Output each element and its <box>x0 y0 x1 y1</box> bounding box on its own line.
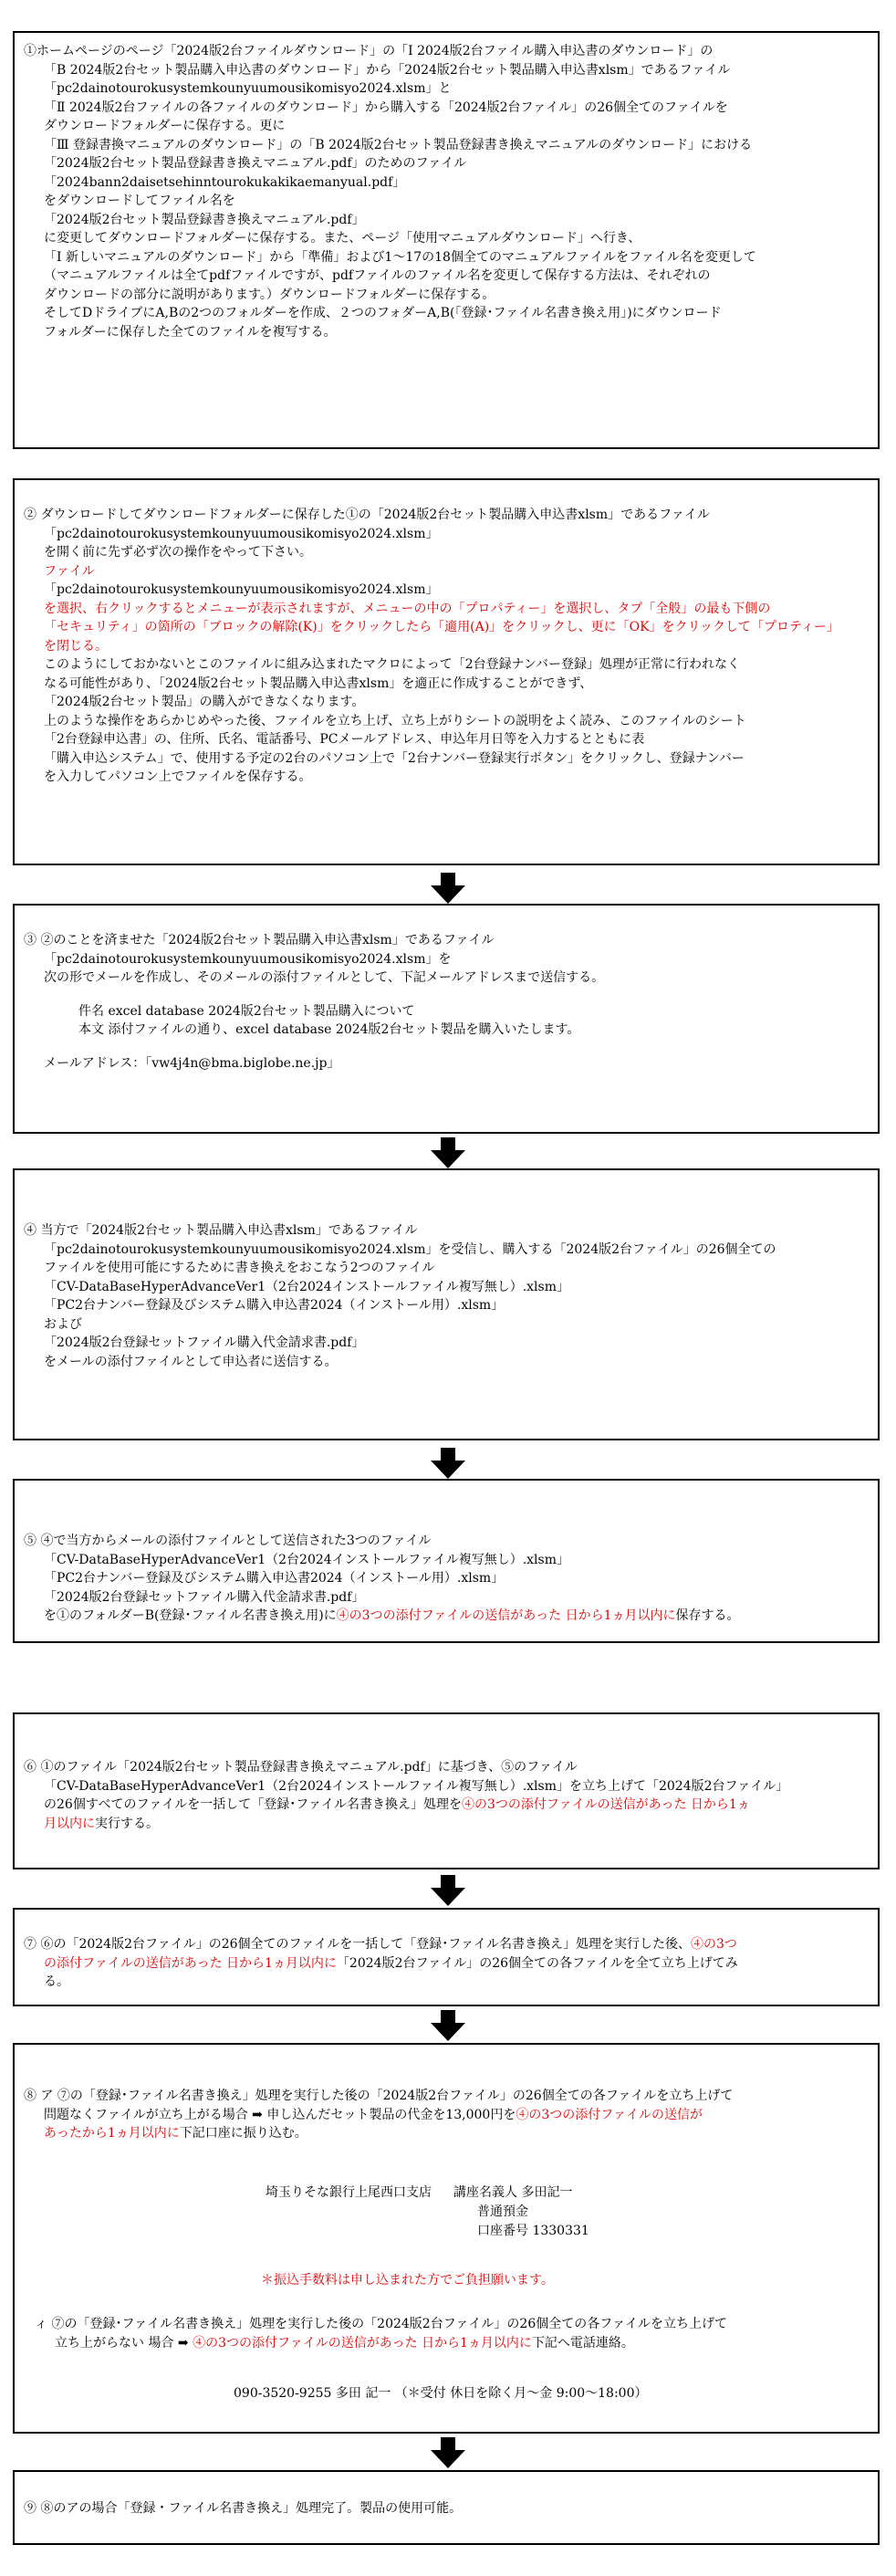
step-8-box <box>13 2043 880 2434</box>
step-1-line: をダウンロードしてファイル名を <box>44 194 235 208</box>
filename: 「CV-DataBaseHyperAdvanceVer1（2台2024インストールファイル複写無し）.xlsm」 <box>44 1279 569 1294</box>
step-5-line: ⑤ ④で当方からメールの添付ファイルとして送信された3つのファイル <box>24 1534 432 1548</box>
step-7-line: る。 <box>44 1974 69 1989</box>
down-arrow-icon <box>431 1137 465 1168</box>
down-arrow-icon <box>431 2437 465 2468</box>
mail-body: 本文 添付ファイルの通り、excel database 2024版2台セット製品を購入いたします。 <box>78 1022 580 1037</box>
step-5-box <box>13 1479 880 1643</box>
step-2-line: 上のような操作をあらかじめやった後、ファイルを立ち上げ、立ち上がりシートの説明をよく読み、このファイルのシート <box>44 713 746 728</box>
step-2-line: ② ダウンロードしてダウンロードフォルダーに保存した①の「2024版2台セット製品購入申込書xlsm」であるファイル <box>24 508 710 522</box>
step-7-box <box>13 1908 880 2006</box>
step-7-line <box>24 1954 738 1974</box>
text-part: ⑦ ⑥の「2024版2台ファイル」の26個全てのファイルを一括して「登録･ファイル名書き換え」処理を実行した後、 <box>24 1937 691 1952</box>
deadline-text: ④の3つの添付ファイルの送信があった 日から1ヵ月以内に <box>336 1608 676 1623</box>
holder-label: 講座名義人 <box>453 2185 517 2200</box>
filename: 「CV-DataBaseHyperAdvanceVer1（2台2024インストールファイル複写無し）.xlsm」 <box>44 1552 569 1567</box>
step-9-box <box>13 2470 880 2545</box>
step-1-line: （マニュアルファイルは全てpdfファイルですが、pdfファイルのファイル名を変更して保存する方法は、それぞれの <box>44 268 711 283</box>
step-2-line: 「2024版2台セット製品」の購入ができなくなります。 <box>44 695 365 709</box>
filename: 「2024版2台登録セットファイル購入代金請求書.pdf」 <box>44 1335 365 1350</box>
step-8-line: ィ ⑦の「登録･ファイル名書き換え」処理を実行した後の「2024版2台ファイル」の26個全ての各ファイルを立ち上げて <box>35 2317 727 2331</box>
account-type: 普通預金 <box>477 2204 528 2219</box>
deadline-text: ④の3つの添付ファイルの送信があった 日から1ヵ月以内に <box>193 2335 532 2351</box>
deadline-text: の添付ファイルの送信があった 日から1ヵ月以内に <box>44 1955 337 1971</box>
step-8-line: ⑧ ア ⑦の「登録･ファイル名書き換え」処理を実行した後の「2024版2台ファイル」の26個全ての各ファイルを立ち上げて <box>24 2089 734 2103</box>
text-part: 保存する。 <box>675 1608 740 1623</box>
text-part: 下記口座に振り込む。 <box>179 2126 307 2141</box>
step-4-line: ④ 当方で「2024版2台セット製品購入申込書xlsm」であるファイル <box>24 1223 418 1238</box>
text-part: 下記へ電話連絡。 <box>531 2335 634 2351</box>
step-8-line <box>35 2334 727 2353</box>
fee-note: ＊振込手数料は申し込まれた方でご負担願います。 <box>261 2273 554 2288</box>
text-part: を①のフォルダーB(登録･ファイル名書き換え用)に <box>44 1608 337 1623</box>
step-1-line: ①ホームページのページ「2024版2台ファイルダウンロード」の「Ⅰ 2024版2台ファイル購入申込書のダウンロード」の <box>24 44 714 58</box>
step-1-line: に変更してダウンロードフォルダーに保存する。また、ページ「使用マニュアルダウンロード」へ行き、 <box>44 231 641 246</box>
step-4-box <box>13 1168 880 1440</box>
step-3-line: ③ ②のことを済ませた「2024版2台セット製品購入申込書xlsm」であるファイル <box>24 933 495 948</box>
text-part: の26個すべてのファイルを一括して「登録･ファイル名書き換え」処理を <box>44 1797 462 1812</box>
warning-text: を選択、右クリックするとメニューが表示されますが、メニューの中の「プロパティー」を選択し、タブ「全般」の最も下側の <box>44 601 771 616</box>
step-2-line: 「購入申込システム」で、使用する予定の2台のパソコン上で「2台ナンバー登録実行ボタン」をクリックし、登録ナンバー <box>44 750 745 766</box>
step-6-box <box>13 1712 880 1869</box>
filename: 「pc2dainotourokusystemkounyuumousikomisyo2024.xlsm」を <box>44 951 452 967</box>
step-3-box <box>13 904 880 1134</box>
step-1-line: 「2024版2台セット製品登録書き換えマニュアル.pdf」 <box>44 212 365 227</box>
step-4-line: をメールの添付ファイルとして申込者に送信する。 <box>44 1354 338 1369</box>
step-1-line: 「Ⅰ 新しいマニュアルのダウンロード」から「準備」および1～17の18個全てのマニュアルファイルをファイル名を変更して <box>44 249 756 265</box>
step-1-line: 「2024版2台セット製品登録書き換えマニュアル.pdf」のためのファイル <box>44 156 467 171</box>
step-1-line: 「Ⅱ 2024版2台ファイルの各ファイルのダウンロード」から購入する「2024版2台ファイル」の26個全てのファイルを <box>44 99 728 115</box>
step-1-box <box>13 31 880 449</box>
warning-text: ファイル <box>44 563 95 579</box>
down-arrow-icon <box>431 2010 465 2041</box>
step-4-line: ファイルを使用可能にするために書き換えをおこなう2つのファイル <box>44 1261 435 1275</box>
warning-text: を閉じる。 <box>44 638 108 654</box>
deadline-text: 月以内に <box>44 1816 95 1831</box>
down-arrow-icon <box>431 1875 465 1906</box>
step-1-line: 「2024bann2daisetsehinntourokukakikaemanyual.pdf」 <box>44 174 406 190</box>
phone-contact: 090-3520-9255 多田 記一 （＊受付 休日を除く月～金 9:00～18:00） <box>234 2386 648 2401</box>
step-2-box <box>13 478 880 865</box>
step-8-line <box>24 2106 733 2125</box>
step-6-line <box>24 1815 788 1834</box>
deadline-text: あったから1ヵ月以内に <box>44 2126 180 2141</box>
step-4-line: 「pc2dainotourokusystemkounyuumousikomisyo2024.xlsm」を受信し、購入する「2024版2台ファイル」の26個全ての <box>44 1241 776 1257</box>
deadline-text: ④の3つの添付ファイルの送信があった 日から1ヵ <box>461 1797 750 1812</box>
step-1-line: そしてDドライブにA,Bの2つのフォルダーを作成、２つのフォダーA,B(「登録･ファイル名書き換え用」)にダウンロード <box>44 306 722 320</box>
deadline-text: ④の3つ <box>690 1937 737 1952</box>
step-2-line: を入力してパソコン上でファイルを保存する。 <box>44 770 312 784</box>
step-6-line: 「CV-DataBaseHyperAdvanceVer1（2台2024インストールファイル複写無し）.xlsm」を立ち上げて「2024版2台ファイル」 <box>44 1778 789 1794</box>
mail-address: メールアドレス：「vw4j4n@bma.biglobe.ne.jp」 <box>44 1055 340 1071</box>
step-1-line: フォルダーに保存した全てのファイルを複写する。 <box>44 324 337 340</box>
step-5-line <box>24 1607 740 1626</box>
deadline-text: ④の3つの添付ファイルの送信が <box>516 2107 703 2122</box>
filename: 「PC2台ナンバー登録及びシステム購入申込書2024（インストール用）.xlsm」 <box>44 1571 505 1586</box>
warning-text: 「セキュリティ」の箇所の「ブロックの解除(K)」をクリックしたら「適用(A)」をクリックし、更に「OK」をクリックして「プロティー」 <box>44 620 839 634</box>
step-2-line: 「2台登録申込書」の、住所、氏名、電話番号、PCメールアドレス、申込年月日等を入力するとともに表 <box>44 732 645 747</box>
step-8-line <box>24 2124 733 2143</box>
text-part: 問題なくファイルが立ち上がる場合 ➡ 申し込んだセット製品の代金を13,000円を <box>44 2107 516 2122</box>
step-1-line: 「pc2dainotourokusystemkounyuumousikomisyo2024.xlsm」と <box>44 81 452 96</box>
mail-subject: 件名 excel database 2024版2台セット製品購入について <box>78 1003 415 1019</box>
step-1-line: ダウンロードフォルダーに保存する。更に <box>44 119 286 133</box>
filename: 「PC2台ナンバー登録及びシステム購入申込書2024（インストール用）.xlsm」 <box>44 1298 505 1313</box>
holder-name: 多田記一 <box>521 2185 573 2200</box>
text-part: 立ち上がらない 場合 ➡ <box>55 2335 193 2351</box>
step-2-line: なる可能性があり、「2024版2台セット製品購入申込書xlsm」を適正に作成することができず、 <box>44 675 593 691</box>
step-1-line: 「B 2024版2台セット製品購入申込書のダウンロード」から「2024版2台セット製品購入申込書xlsm」であるファイル <box>44 62 731 78</box>
step-1-line: ダウンロードの部分に説明があります。）ダウンロードフォルダーに保存する。 <box>44 287 495 302</box>
step-1-line: 「Ⅲ 登録書換マニュアルのダウンロード」の「B 2024版2台セット製品登録書き換えマニュアルのダウンロード」における <box>44 137 753 152</box>
step-2-line: を開く前に先ず必ず次の操作をやって下さい。 <box>44 545 312 560</box>
step-6-line: ⑥ ①のファイル「2024版2台セット製品登録書き換えマニュアル.pdf」に基づき、⑤のファイル <box>24 1760 578 1775</box>
step-2-line: このようにしておかないとこのファイルに組み込まれたマクロによって「2台登録ナンバー登録」処理が正常に行われなく <box>44 657 740 672</box>
step-6-line <box>24 1796 788 1815</box>
down-arrow-icon <box>431 1448 465 1479</box>
text-part: 「2024版2台ファイル」の26個全ての各ファイルを全て立ち上げてみ <box>336 1955 738 1971</box>
down-arrow-icon <box>431 873 465 904</box>
filename: 「pc2dainotourokusystemkounyuumousikomisyo2024.xlsm」 <box>44 526 439 541</box>
bank-name: 埼玉りそな銀行上尾西口支店 <box>266 2185 432 2200</box>
step-7-line <box>24 1935 738 1954</box>
filename: 「2024版2台登録セットファイル購入代金請求書.pdf」 <box>44 1589 365 1605</box>
step-9-line: ⑨ ⑧のアの場合「登録・ファイル名書き換え」処理完了。製品の使用可能。 <box>24 2501 463 2516</box>
filename: 「pc2dainotourokusystemkounyuumousikomisyo2024.xlsm」 <box>44 582 439 597</box>
step-3-line: 次の形でメールを作成し、そのメールの添付ファイルとして、下記メールアドレスまで送信する。 <box>44 970 605 985</box>
step-1-text <box>24 42 756 341</box>
bank-line <box>266 2183 589 2203</box>
account-number: 口座番号 1330331 <box>477 2224 589 2238</box>
step-4-line: および <box>44 1316 82 1332</box>
text-part: 実行する。 <box>95 1816 159 1831</box>
